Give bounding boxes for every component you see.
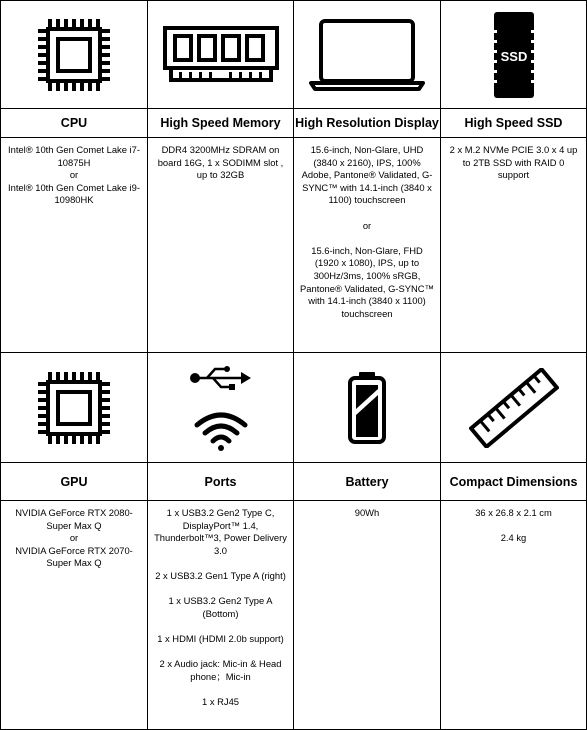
gpu-details <box>1 501 148 730</box>
ssd-text: 2 x M.2 NVMe PCIE 3.0 x 4 up to 2TB SSD with RAID 0 support <box>449 144 578 181</box>
header-gpu: GPU <box>1 463 148 501</box>
gpu-chip-icon <box>34 368 114 448</box>
ssd-details <box>441 138 587 353</box>
header-ssd: High Speed SSD <box>441 109 587 138</box>
gpu-or: or <box>69 532 79 544</box>
gpu-icon-cell <box>1 353 148 463</box>
ports-icon-cell <box>148 353 294 463</box>
ssd-icon-cell <box>441 1 587 109</box>
memory-details <box>148 138 294 353</box>
ssd-icon <box>486 10 542 100</box>
port-item-2: 2 x USB3.2 Gen1 Type A (right) <box>155 569 286 581</box>
battery-icon <box>347 371 387 445</box>
port-item-4: 1 x HDMI (HDMI 2.0b support) <box>157 632 284 644</box>
ssd-icon-label: SSD <box>500 48 527 64</box>
gpu-option-1: NVIDIA GeForce RTX 2080-Super Max Q <box>15 507 133 531</box>
display-or: or <box>362 219 372 231</box>
header-battery: Battery <box>294 463 441 501</box>
port-item-3: 1 x USB3.2 Gen2 Type A (Bottom) <box>168 595 273 619</box>
port-item-6: 1 x RJ45 <box>202 695 239 707</box>
header-ports: Ports <box>148 463 294 501</box>
ruler-icon <box>469 368 559 448</box>
port-item-5: 2 x Audio jack: Mic-in & Head phone；Mic-in <box>159 658 282 682</box>
wifi-icon <box>193 411 249 451</box>
battery-icon-cell <box>294 353 441 463</box>
display-details <box>294 138 441 353</box>
cpu-option-2: Intel® 10th Gen Comet Lake i9-10980HK <box>8 181 140 206</box>
port-item-1: 1 x USB3.2 Gen2 Type C, DisplayPort™ 1.4, Thunderbolt™3, Power Delivery 3.0 <box>154 507 287 556</box>
memory-icon-cell <box>148 1 294 109</box>
header-dimensions: Compact Dimensions <box>441 463 587 501</box>
header-cpu: CPU <box>1 109 148 138</box>
header-display: High Resolution Display <box>294 109 441 138</box>
dimensions-details <box>441 501 587 730</box>
usb-icon <box>189 365 253 391</box>
memory-text: DDR4 3200MHz SDRAM on board 16G, 1 x SODIMM slot , up to 32GB <box>157 144 284 181</box>
gpu-option-2: NVIDIA GeForce RTX 2070-Super Max Q <box>15 544 133 569</box>
dimensions-icon-cell <box>441 353 587 463</box>
cpu-chip-icon <box>34 15 114 95</box>
cpu-or: or <box>69 169 79 181</box>
display-option-2: 15.6-inch, Non-Glare, FHD (1920 x 1080), IPS, up to 300Hz/3ms, 100% sRGB, Pantone® Validated, G-SYNC™ with 14.1-inch (3840 x 1100) touchscreen <box>300 244 434 319</box>
battery-details <box>294 501 441 730</box>
dimensions-size: 36 x 26.8 x 2.1 cm <box>475 507 552 518</box>
display-icon-cell <box>294 1 441 109</box>
memory-ram-icon <box>161 20 281 90</box>
battery-text: 90Wh <box>354 507 380 518</box>
ports-details <box>148 501 294 730</box>
dimensions-weight: 2.4 kg <box>500 532 527 544</box>
header-memory: High Speed Memory <box>148 109 294 138</box>
display-option-1: 15.6-inch, Non-Glare, UHD (3840 x 2160), IPS, 100% Adobe, Pantone® Validated, G-SYNC™ with 14.1-inch (3840 x 1100) touchscreen <box>301 144 433 206</box>
laptop-display-icon <box>307 15 427 95</box>
cpu-details <box>1 138 148 353</box>
cpu-icon-cell <box>1 1 148 109</box>
cpu-option-1: Intel® 10th Gen Comet Lake i7-10875H <box>8 144 140 168</box>
